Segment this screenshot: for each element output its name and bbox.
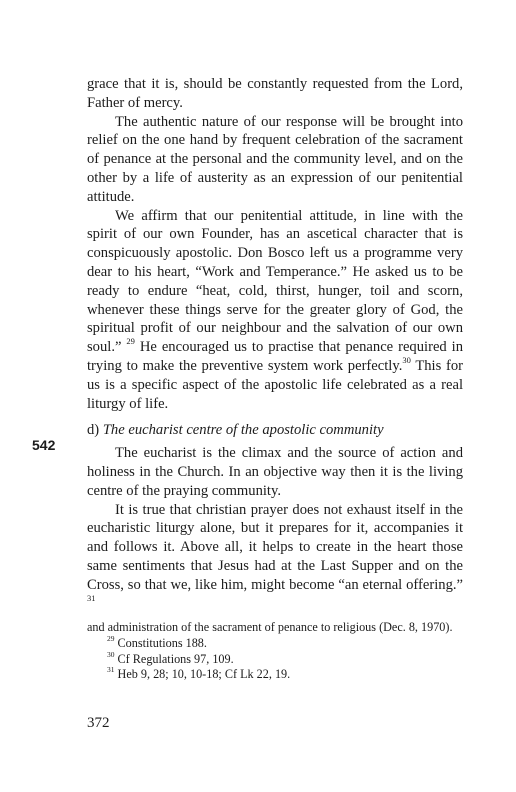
paragraph-3-text-c: This for us is a specific aspect of the apostolic life celebrated as a real liturgy of life.	[87, 357, 463, 412]
footnote-text: Constitutions 188.	[114, 635, 207, 650]
paragraph-3	[87, 207, 463, 414]
paragraph-3-text-a: We affirm that our penitential attitude, in line with the spirit of our own Founder, has an ascetical character that is conspicuously apostolic. Don Bosco left us a programme very dear to his heart, “Work and Temperance.” He asked us to be ready to endure “heat, cold, thirst, hunger, toil and scorn, whenever these things serve for the greater glory of God, the spiritual profit of our neighbour and the salvation of our own soul.”	[87, 207, 463, 356]
footnotes	[87, 620, 463, 683]
margin-article-number: 542	[32, 437, 56, 453]
footnote-30	[87, 649, 463, 668]
footnote-ref-30: 30	[402, 355, 411, 366]
section-letter: d)	[87, 422, 103, 439]
footnote-mark: 29	[107, 633, 115, 643]
paragraph-3-text-b: He encouraged us to practise that penance required in trying to make the preventive system work perfectly.	[87, 339, 464, 374]
section-heading	[87, 421, 463, 440]
footnote-31	[87, 667, 463, 683]
paragraph-2: The authentic nature of our response will be brought into relief on the one hand by frequent celebration of the sacrament of penance at the personal and the community level, and on the other by a life of austerity as an expression of our penitential attitude.	[87, 113, 463, 205]
footnote-ref-31: 31	[87, 592, 96, 603]
paragraph-4: The eucharist is the climax and the source of action and holiness in the Church. In an objective way then it is the living centre of the praying community.	[87, 445, 463, 499]
page-number: 372	[87, 715, 110, 731]
section-title: The eucharist centre of the apostolic community	[102, 422, 384, 439]
footnote-text: Heb 9, 28; 10, 10-18; Cf Lk 22, 19.	[114, 667, 291, 682]
footnote-mark: 31	[107, 665, 115, 675]
footnote-ref-29: 29	[126, 336, 135, 347]
footnote-continuation: and administration of the sacrament of penance to religious (Dec. 8, 1970).	[87, 620, 453, 634]
footnote-mark: 30	[107, 649, 115, 659]
paragraph-5-text: It is true that christian prayer does not exhaust itself in the eucharistic liturgy alone, but it prepares for it, accompanies it and follows it. Above all, it helps to create in the heart those same sentiments that Jesus had at the Last Supper and on the Cross, so that we, like him, might become “an eternal offering.”	[87, 501, 463, 593]
footnote-text: Cf Regulations 97, 109.	[114, 651, 234, 666]
paragraph-5	[87, 501, 463, 614]
main-text	[87, 75, 463, 613]
footnote-29	[87, 633, 463, 652]
paragraph-1: grace that it is, should be constantly requested from the Lord, Father of mercy.	[87, 76, 463, 111]
